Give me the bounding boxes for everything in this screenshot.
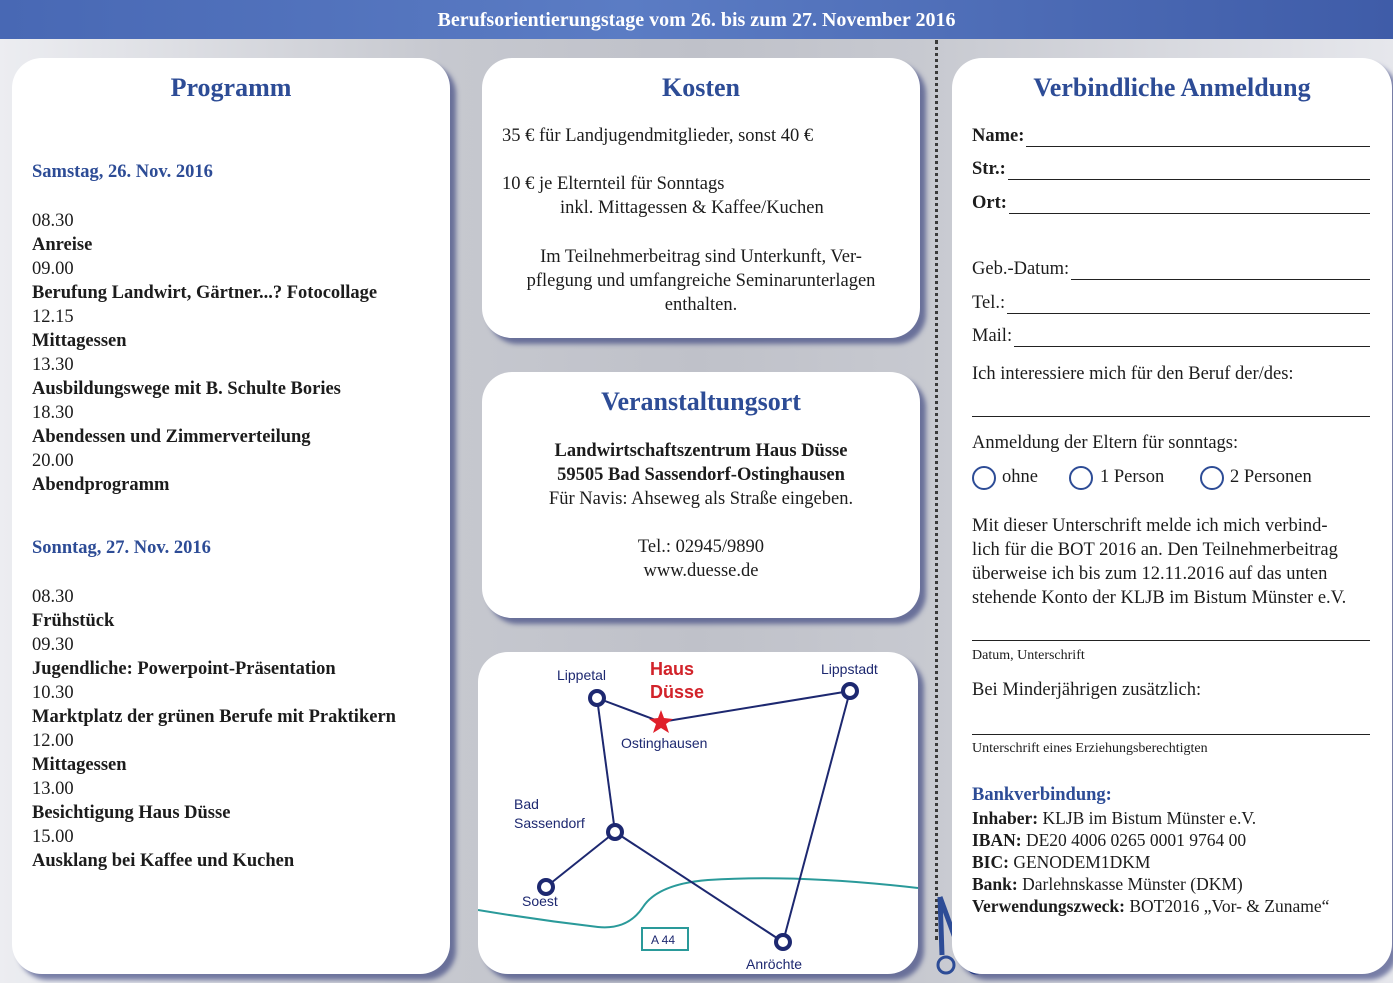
label-anroechte: Anröchte — [746, 956, 803, 972]
schedule-time: 13.00 — [32, 779, 74, 799]
schedule-time: 12.15 — [32, 307, 74, 327]
minor-label: Bei Minderjährigen zusätzlich: — [972, 680, 1202, 700]
phone-input-line[interactable] — [1007, 297, 1370, 314]
name-input-line[interactable] — [1026, 130, 1370, 147]
node-lippstadt — [843, 684, 857, 698]
node-bad-sassendorf — [608, 825, 622, 839]
bank-key: Verwendungszweck: — [972, 896, 1125, 916]
a44-label: A 44 — [651, 933, 676, 947]
bank-title: Bankverbindung: — [972, 785, 1112, 805]
day1-heading: Samstag, 26. Nov. 2016 — [32, 162, 213, 182]
bank-key: Inhaber: — [972, 808, 1039, 828]
kosten-note-line: Im Teilnehmerbeitrag sind Unterkunft, Ver- — [540, 247, 862, 267]
radio-2-personen-label: 2 Personen — [1230, 467, 1312, 487]
signature-statement — [972, 514, 1370, 610]
label-ostinghausen: Ostinghausen — [621, 735, 708, 751]
schedule-item: Anreise — [32, 235, 93, 255]
radio-ohne[interactable] — [972, 466, 996, 490]
phone-field[interactable] — [972, 293, 1370, 314]
day1-schedule — [32, 209, 377, 497]
birthdate-label: Geb.-Datum: — [972, 259, 1070, 279]
venue-phone: Tel.: 02945/9890 — [637, 537, 765, 557]
route-map — [478, 652, 918, 974]
profession-input-line[interactable] — [972, 416, 1370, 417]
name-field[interactable] — [972, 126, 1370, 147]
kosten-panel — [482, 58, 920, 338]
label-lippstadt: Lippstadt — [821, 661, 878, 677]
radio-1-person-label: 1 Person — [1100, 467, 1165, 487]
schedule-time: 10.30 — [32, 683, 74, 703]
label-duesse: Düsse — [650, 682, 705, 702]
node-lippetal — [590, 691, 604, 705]
schedule-item: Mittagessen — [32, 755, 127, 775]
schedule-time: 13.30 — [32, 355, 74, 375]
street-label: Str.: — [972, 159, 1006, 179]
mail-label: Mail: — [972, 326, 1013, 346]
kosten-title: Kosten — [662, 73, 740, 102]
label-lippetal: Lippetal — [557, 667, 607, 683]
schedule-time: 12.00 — [32, 731, 74, 751]
city-input-line[interactable] — [1009, 197, 1370, 214]
bank-value: BOT2016 „Vor- & Zuname“ — [1129, 896, 1330, 916]
phone-label: Tel.: — [972, 293, 1006, 313]
street-input-line[interactable] — [1008, 163, 1370, 180]
schedule-item: Jugendliche: Powerpoint-Präsentation — [32, 659, 336, 679]
radio-1-person[interactable] — [1069, 466, 1093, 490]
bank-key: Bank: — [972, 874, 1018, 894]
schedule-item: Abendprogramm — [32, 475, 170, 495]
bank-value: DE20 4006 0265 0001 9764 00 — [1025, 830, 1247, 850]
name-label: Name: — [972, 126, 1025, 146]
kosten-note-line: enthalten. — [664, 295, 738, 315]
label-sassendorf: Sassendorf — [514, 815, 585, 831]
kosten-note-line: pflegung und umfangreiche Seminarunterlagen — [526, 271, 876, 291]
profession-label: Ich interessiere mich für den Beruf der/des: — [972, 364, 1294, 384]
bank-value: GENODEM1DKM — [1013, 852, 1151, 872]
parents-label: Anmeldung der Eltern für sonntags: — [972, 433, 1239, 453]
statement-line: Mit dieser Unterschrift melde ich mich verbind- — [972, 516, 1328, 536]
mail-input-line[interactable] — [1014, 330, 1370, 347]
schedule-item: Berufung Landwirt, Gärtner...? Fotocollage — [32, 283, 378, 303]
day2-heading: Sonntag, 27. Nov. 2016 — [32, 538, 211, 558]
schedule-time: 15.00 — [32, 827, 74, 847]
kosten-line3: inkl. Mittagessen & Kaffee/Kuchen — [560, 198, 824, 218]
birthdate-input-line[interactable] — [1071, 263, 1370, 280]
node-anroechte — [776, 935, 790, 949]
venue-navi: Für Navis: Ahseweg als Straße eingeben. — [548, 489, 854, 509]
programm-panel — [12, 58, 450, 974]
schedule-item: Frühstück — [32, 611, 115, 631]
cut-line — [935, 40, 938, 940]
schedule-time: 09.00 — [32, 259, 74, 279]
label-bad: Bad — [514, 796, 539, 812]
label-soest: Soest — [522, 893, 558, 909]
map-panel — [478, 652, 918, 974]
star-icon — [649, 710, 673, 733]
schedule-time: 18.30 — [32, 403, 74, 423]
kosten-note — [482, 245, 920, 317]
header-banner: Berufsorientierungstage vom 26. bis zum 27. November 2016 — [0, 0, 1393, 39]
day2-schedule — [32, 585, 396, 873]
schedule-item: Mittagessen — [32, 331, 127, 351]
anmeldung-title: Verbindliche Anmeldung — [1033, 73, 1311, 102]
schedule-time: 20.00 — [32, 451, 74, 471]
statement-line: stehende Konto der KLJB im Bistum Münster e.V. — [972, 588, 1347, 608]
kosten-line1: 35 € für Landjugendmitglieder, sonst 40 € — [502, 126, 814, 146]
city-field[interactable] — [972, 193, 1370, 214]
mail-field[interactable] — [972, 326, 1370, 347]
street-field[interactable] — [972, 159, 1370, 180]
venue-address: 59505 Bad Sassendorf-Ostinghausen — [557, 465, 845, 485]
bank-value: Darlehnskasse Münster (DKM) — [1022, 874, 1243, 894]
schedule-time: 08.30 — [32, 211, 74, 231]
schedule-item: Abendessen und Zimmerverteilung — [32, 427, 311, 447]
venue-name: Landwirtschaftszentrum Haus Düsse — [554, 441, 848, 461]
schedule-item: Marktplatz der grünen Berufe mit Praktikern — [32, 707, 396, 727]
node-soest — [539, 880, 553, 894]
ort-title: Veranstaltungsort — [601, 387, 801, 416]
bank-value: KLJB im Bistum Münster e.V. — [1042, 808, 1257, 828]
signature-caption: Datum, Unterschrift — [972, 648, 1085, 663]
kosten-line2: 10 € je Elternteil für Sonntags — [502, 174, 725, 194]
schedule-item: Besichtigung Haus Düsse — [32, 803, 231, 823]
radio-2-personen[interactable] — [1200, 466, 1224, 490]
bank-key: IBAN: — [972, 830, 1022, 850]
statement-line: lich für die BOT 2016 an. Den Teilnehmerbeitrag — [972, 540, 1338, 560]
guardian-signature-line[interactable] — [972, 734, 1370, 735]
programm-title: Programm — [170, 73, 292, 102]
venue-website: www.duesse.de — [643, 561, 759, 581]
schedule-time: 08.30 — [32, 587, 74, 607]
schedule-item: Ausbildungswege mit B. Schulte Bories — [32, 379, 341, 399]
signature-line[interactable] — [972, 640, 1370, 641]
ort-details — [482, 439, 920, 583]
schedule-item: Ausklang bei Kaffee und Kuchen — [32, 851, 295, 871]
ort-panel — [482, 372, 920, 618]
city-label: Ort: — [972, 193, 1007, 213]
schedule-time: 09.30 — [32, 635, 74, 655]
label-haus: Haus — [650, 659, 695, 679]
birthdate-field[interactable] — [972, 259, 1370, 280]
statement-line: überweise ich bis zum 12.11.2016 auf das unten — [972, 564, 1328, 584]
bank-details — [972, 807, 1329, 917]
anmeldung-panel — [952, 58, 1392, 974]
bank-key: BIC: — [972, 852, 1009, 872]
radio-ohne-label: ohne — [1002, 467, 1038, 487]
guardian-caption: Unterschrift eines Erziehungsberechtigten — [972, 741, 1208, 756]
